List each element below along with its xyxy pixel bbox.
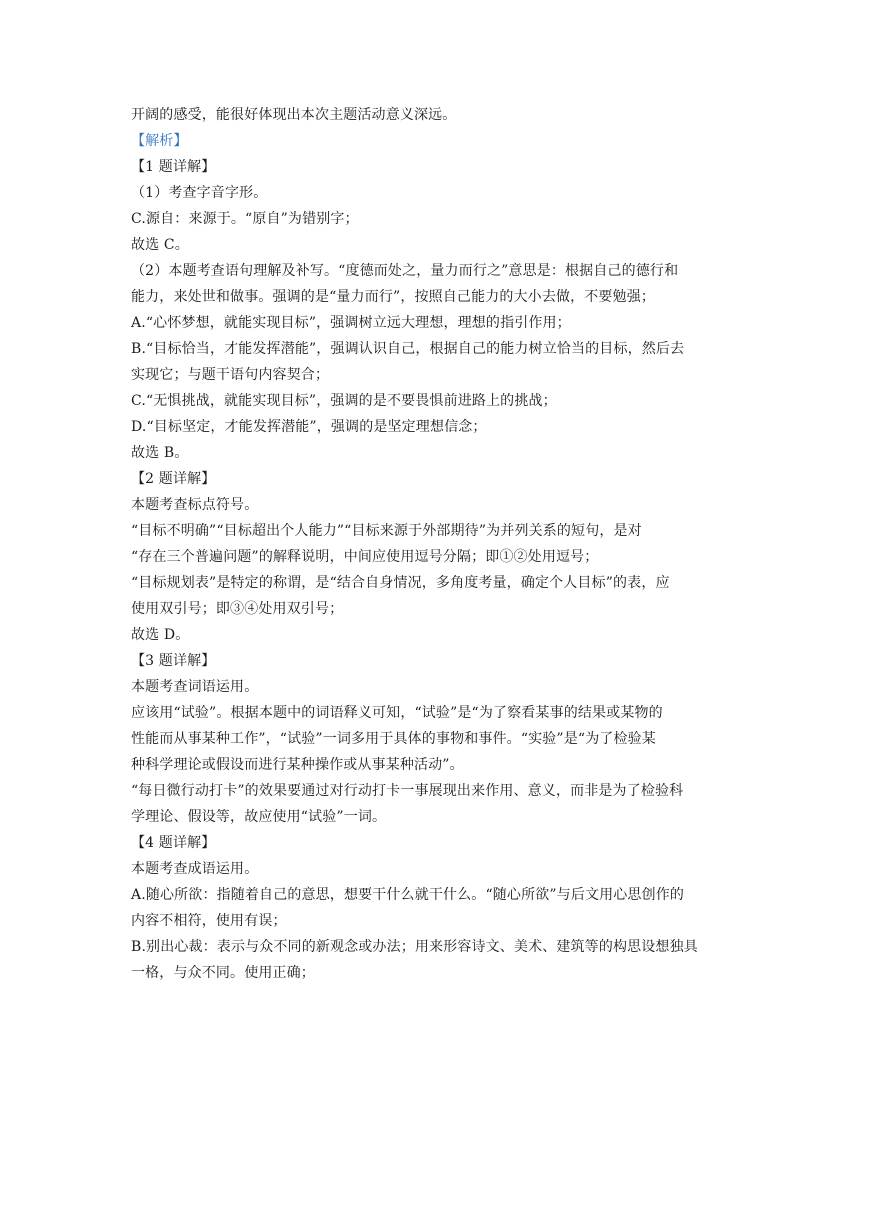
text-line: 使用双引号；即③④处用双引号； [131, 601, 344, 617]
document-body [131, 102, 739, 986]
text-line: A.随心所欲：指随着自己的意思，想要干什么就干什么。“随心所欲”与后文用心思创作的 [131, 887, 685, 903]
analysis-heading: 【解析】 [131, 133, 188, 149]
text-line: 【1 题详解】 [131, 159, 216, 175]
text-line: “目标不明确”“目标超出个人能力”“目标来源于外部期待”为并列关系的短句，是对 [131, 523, 642, 539]
text-line: （1）考查字音字形。 [131, 185, 268, 201]
text-line: 故选 D。 [131, 627, 190, 643]
text-line: 种科学理论或假设而进行某种操作或从事某种活动”。 [131, 757, 464, 773]
text-line: 本题考查标点符号。 [131, 497, 259, 513]
text-line: 一格，与众不同。使用正确； [131, 965, 315, 981]
text-line: 本题考查词语运用。 [131, 679, 259, 695]
text-line: C.“无惧挑战，就能实现目标”，强调的是不要畏惧前进路上的挑战； [131, 393, 557, 409]
text-line: A.“心怀梦想，就能实现目标”，强调树立远大理想，理想的指引作用； [131, 315, 571, 331]
text-line: 【4 题详解】 [131, 835, 216, 851]
text-line: 能力，来处世和做事。强调的是“量力而行”，按照自己能力的大小去做，不要勉强； [131, 289, 656, 305]
text-line: 实现它；与题干语句内容契合； [131, 367, 330, 383]
text-line: “每日微行动打卡”的效果要通过对行动打卡一事展现出来作用、意义，而非是为了检验科 [131, 783, 684, 799]
text-line: 学理论、假设等，故应使用“试验”一词。 [131, 809, 387, 825]
text-line: （2）本题考查语句理解及补写。“度德而处之，量力而行之”意思是：根据自己的德行和 [131, 263, 679, 279]
text-line: 内容不相符，使用有误； [131, 913, 287, 929]
text-line: 本题考查成语运用。 [131, 861, 259, 877]
text-line: “目标规划表”是特定的称谓，是“结合自身情况，多角度考量，确定个人目标”的表，应 [131, 575, 670, 591]
text-line: 故选 C。 [131, 237, 189, 253]
text-line: 开阔的感受，能很好体现出本次主题活动意义深远。 [131, 107, 457, 123]
text-line: D.“目标坚定，才能发挥潜能”，强调的是坚定理想信念； [131, 419, 487, 435]
text-line: B.“目标恰当，才能发挥潜能”，强调认识自己，根据自己的能力树立恰当的目标，然后去 [131, 341, 685, 357]
text-line: C.源自：来源于。“原自”为错别字； [131, 211, 359, 227]
text-line: 性能而从事某种工作”，“试验”一词多用于具体的事物和事件。“实验”是“为了检验某 [131, 731, 656, 747]
text-line: B.别出心裁：表示与众不同的新观念或办法；用来形容诗文、美术、建筑等的构思设想独具 [131, 939, 698, 955]
text-line: 应该用“试验”。根据本题中的词语释义可知，“试验”是“为了察看某事的结果或某物的 [131, 705, 663, 721]
text-line: “存在三个普遍问题”的解释说明，中间应使用逗号分隔；即①②处用逗号； [131, 549, 599, 565]
text-line: 【2 题详解】 [131, 471, 216, 487]
text-line: 故选 B。 [131, 445, 189, 461]
text-line: 【3 题详解】 [131, 653, 216, 669]
